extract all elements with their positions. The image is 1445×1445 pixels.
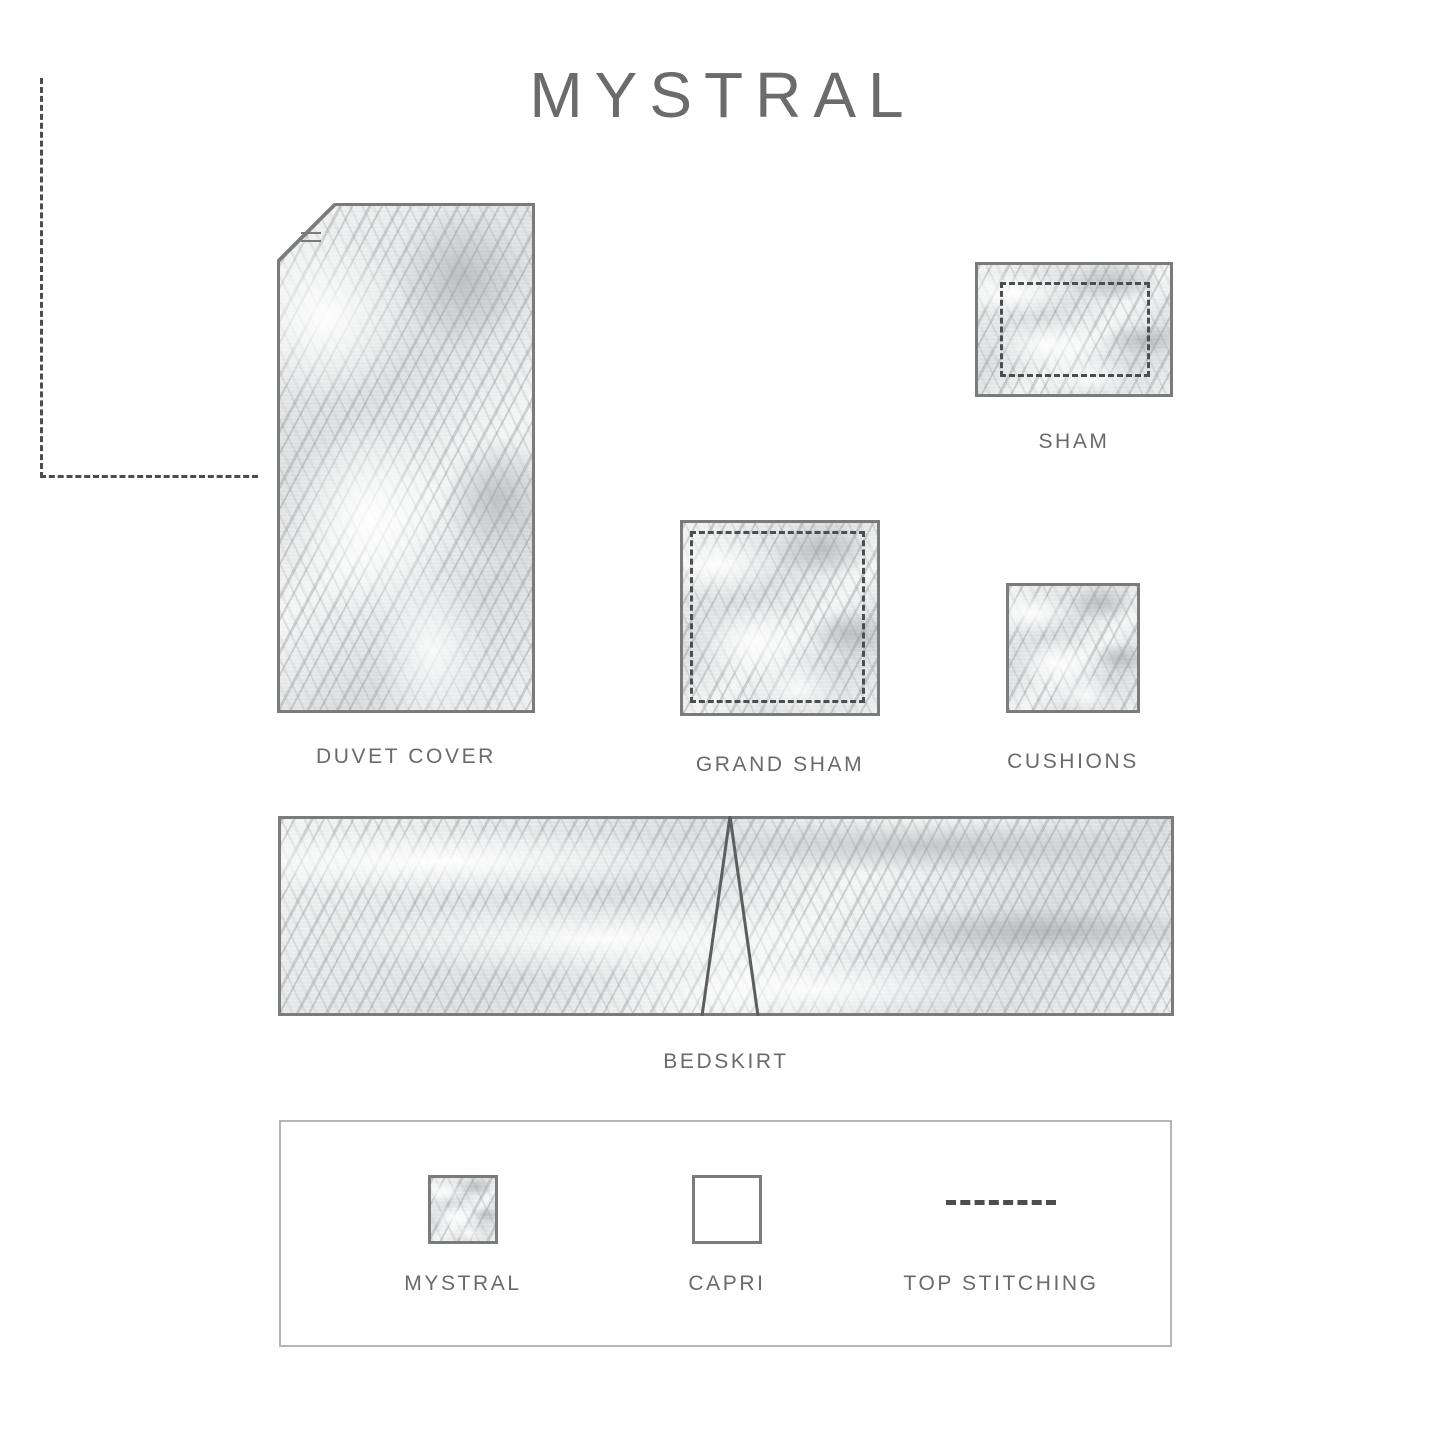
bedskirt-fabric-panel (278, 816, 1174, 1016)
legend-top-stitching-label: TOP STITCHING (903, 1272, 1099, 1295)
duvet-cover-diagram (277, 203, 535, 713)
legend-mystral-swatch (428, 1175, 498, 1244)
duvet-cover-fabric-panel (277, 203, 535, 713)
legend-capri-swatch (692, 1175, 762, 1244)
sham-top-stitching (1000, 282, 1150, 377)
duvet-cover-label: DUVET COVER (316, 745, 496, 768)
legend-mystral-label: MYSTRAL (404, 1272, 522, 1295)
sham-label: SHAM (1038, 430, 1110, 453)
grand-sham-top-stitching (690, 531, 865, 703)
duvet-cover-top-stitching (40, 78, 258, 478)
cushions-label: CUSHIONS (1007, 750, 1139, 773)
legend-top-stitching-sample (946, 1200, 1056, 1205)
legend-capri-label: CAPRI (688, 1272, 766, 1295)
page-title: MYSTRAL (529, 59, 916, 131)
folded-corner-outline (277, 203, 337, 263)
cushions-fabric-panel (1006, 583, 1140, 713)
grand-sham-label: GRAND SHAM (695, 753, 865, 776)
bedskirt-label: BEDSKIRT (663, 1050, 789, 1073)
